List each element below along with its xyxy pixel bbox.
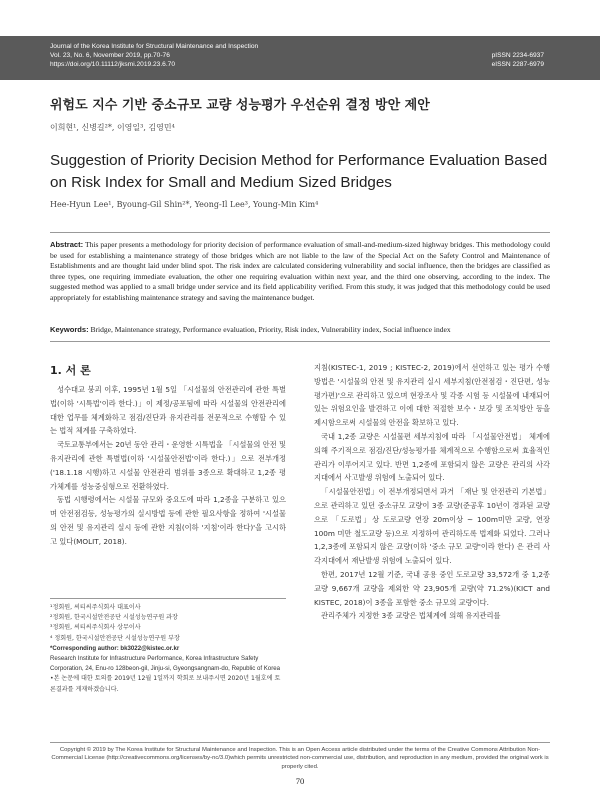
english-title: Suggestion of Priority Decision Method for Performance Evaluation Based on Risk Index for Small and Medium Sized Bridges (50, 152, 548, 191)
section-title: 1. 서 론 (50, 364, 91, 377)
keywords-text: Bridge, Maintenance strategy, Performance evaluation, Priority, Risk index, Vulnerability index, Social influence index (90, 325, 451, 334)
pissn: pISSN 2234-6937 (491, 52, 544, 59)
discussion-note: •본 논문에 대한 토의를 2019년 12월 1일까지 학회로 보내주시면 2020년 1월호에 토론결과를 게재하겠습니다. (50, 675, 281, 693)
issn-info (492, 51, 544, 69)
body-paragraph: 국내 1,2종 교량은 시설물편 세부지침에 따라 「시설물안전법」 체계에 의해 주기적으로 점검/진단/성능평가를 체계적으로 수행함으로써 효율적인 관리가 이루어지고 있다. 반면 1,2종에 포함되지 않은 교량은 관리의 사각지대에서 사고발생 위험에 노출되어 있다. (314, 431, 550, 483)
abstract-top-rule (50, 232, 550, 233)
footnote: ²정회원, 한국시설안전공단 시설성능연구원 과장 (50, 614, 178, 622)
affiliation: Research Institute for Infrastructure Performance, Korea Infrastructure Safety Corporation, 24, Enu-ro 128beon-gil, Jinju-si, Gyeongsangnam-do, Republic of Korea (50, 655, 281, 673)
body-paragraph: 관리주체가 지정한 3종 교량은 법체계에 의해 유지관리를 (321, 611, 501, 621)
footnote: ¹정회원, 씨티씨주식회사 대표이사 (50, 604, 141, 611)
left-column (50, 383, 286, 549)
korean-title: 위험도 지수 기반 중소규모 교량 성능평가 우선순위 결정 방안 제안 (50, 98, 430, 113)
journal-doi[interactable]: https://doi.org/10.11112/jksmi.2019.23.6.70 (50, 61, 175, 69)
body-paragraph: 동법 시행령에서는 시설물 규모와 중요도에 따라 1,2종을 구분하고 있으며 안전점검등, 성능평가의 실시방법 등에 관한 필요사항을 정하여 '시설물의 안전 및 유지관리 실시 등에 관한 지침(이하 '지침'이라 한다)'을 고시하고 있다(MOLIT, 2018). (50, 495, 286, 546)
body-paragraph: 지침(KISTEC-1, 2019 ; KISTEC-2, 2019)에서 선언하고 있는 평가 수행방법은 '시설물의 안전 및 유지관리 실시 세부지침(안전점검・진단편, 성능평가편)'으로 관리하고 있으며 현장조사 및 각종 시험 등 시설물에 내재되어 있는 위험요인을 발견하고 이에 대한 적절한 보수・보강 및 조치방안 등을 제시함으로써 시설물의 안전을 확보하고 있다. (314, 363, 550, 428)
journal-volume: Vol. 23, No. 6, November 2019, pp.70-76 (50, 52, 170, 60)
body-paragraph: 한편, 2017년 12월 기준, 국내 공용 중인 도로교량 33,572개 중 1,2종 교량 9,667개 교량을 제외한 약 23,905개 교량(약 71.2%)(KICT and KISTEC, 2018)이 3종을 포함한 중소 규모의 교량이다. (314, 569, 550, 607)
corresponding-author: *Corresponding author: bk3022@kistec.or.kr (50, 644, 180, 652)
footnote: ³정회원, 씨티씨주식회사 상무이사 (50, 624, 141, 632)
abstract (50, 240, 550, 304)
journal-info (50, 42, 258, 70)
copyright-rule (50, 742, 550, 743)
footnotes (50, 603, 286, 695)
journal-name: Journal of the Korea Institute for Structural Maintenance and Inspection (50, 43, 259, 50)
page-number: 70 (295, 776, 305, 786)
body-paragraph: 성수대교 붕괴 이후, 1995년 1월 5일 「시설물의 안전관리에 관한 특별법(이하 '시특법'이라 한다.)」이 제정/공포됨에 따라 시설물의 안전관리에 대한 업무를 체계화하고 점검/진단과 유지관리를 전문적으로 수행할 수 있는 법적 체계를 구축하였다. (50, 385, 286, 436)
body-paragraph: 「시설물안전법」이 전부개정되면서 과거 「재난 및 안전관리 기본법」으로 관리하고 있던 중소규모 교량이 3종 교량(준공후 10년이 경과된 교량으로 「도로법」상 도로교량 연장 20m이상 ~ 100m미만 교량, 연장 100m 미만 철도교량 등)으로 지정하여 관리하도록 법제화 되었다. 그러나 1,2,3종에 포함되지 않은 교량(이하 '중소 규모 교량'이라 한다) 은 관리 사각지대에서 재난발생 위험에 노출되어 있다. (314, 487, 550, 566)
abstract-label: Abstract: (50, 240, 84, 249)
body-paragraph: 국토교통부에서는 20년 동안 관리・운영한 시특법을 「시설물의 안전 및 유지관리에 관한 특별법(이하 '시설물안전법'이라 한다.)」으로 전부개정('18.1.18 시행)하고 시설물 안전관리 범위를 3종으로 확대하고 1,2종 평가체계를 성능중심형으로 전환하였다. (50, 440, 286, 491)
copyright-notice: Copyright © 2019 by The Korea Institute for Structural Maintenance and Inspection. This is an Open Access article distributed under the terms of the Creative Commons Attribution Non-Commercial License (http://creativecommons.org/licenses/by-nc/3.0)which permits unrestricted non-commercial use, distribution, and reproduction in any medium, provided the original work is properly cited. (51, 747, 549, 770)
keywords (50, 325, 550, 336)
eissn: eISSN 2287-6979 (491, 61, 544, 69)
journal-header-band (0, 36, 600, 80)
abstract-bottom-rule (50, 341, 550, 342)
korean-authors: 이희현¹, 신병길²*, 이영일³, 김영민⁴ (50, 123, 175, 132)
right-column (314, 361, 550, 623)
abstract-text: This paper presents a methodology for priority decision of performance evaluation of small-and-medium-sized highway bridges. This methodology could be used for establishing a maintenance strategy of those bridges which are not liable to the law of the Special Act on the Safety Control and Maintenance of Establishments and are thought laid under blind spot. The risk index are calculated considering vulnerability and social influence, then the bridges are classified as three types, one requiring immediate evaluation, the other one requiring evaluation within next year, and the third one observing, according to the index. The suggested method was applied to a small bridge under service and its field applicability verified. From this study, it was judged that this methodology could be used appropriately for establishing maintenance strategy and saving the maintenance budget. (50, 240, 550, 302)
keywords-label: Keywords: (50, 325, 89, 334)
english-authors: Hee-Hyun Lee¹, Byoung-Gil Shin²*, Yeong-Il Lee³, Young-Min Kim⁴ (50, 200, 319, 209)
footnote: ⁴ 정회원, 한국시설안전공단 시설성능연구원 부장 (50, 634, 180, 642)
footnote-rule (50, 598, 286, 599)
